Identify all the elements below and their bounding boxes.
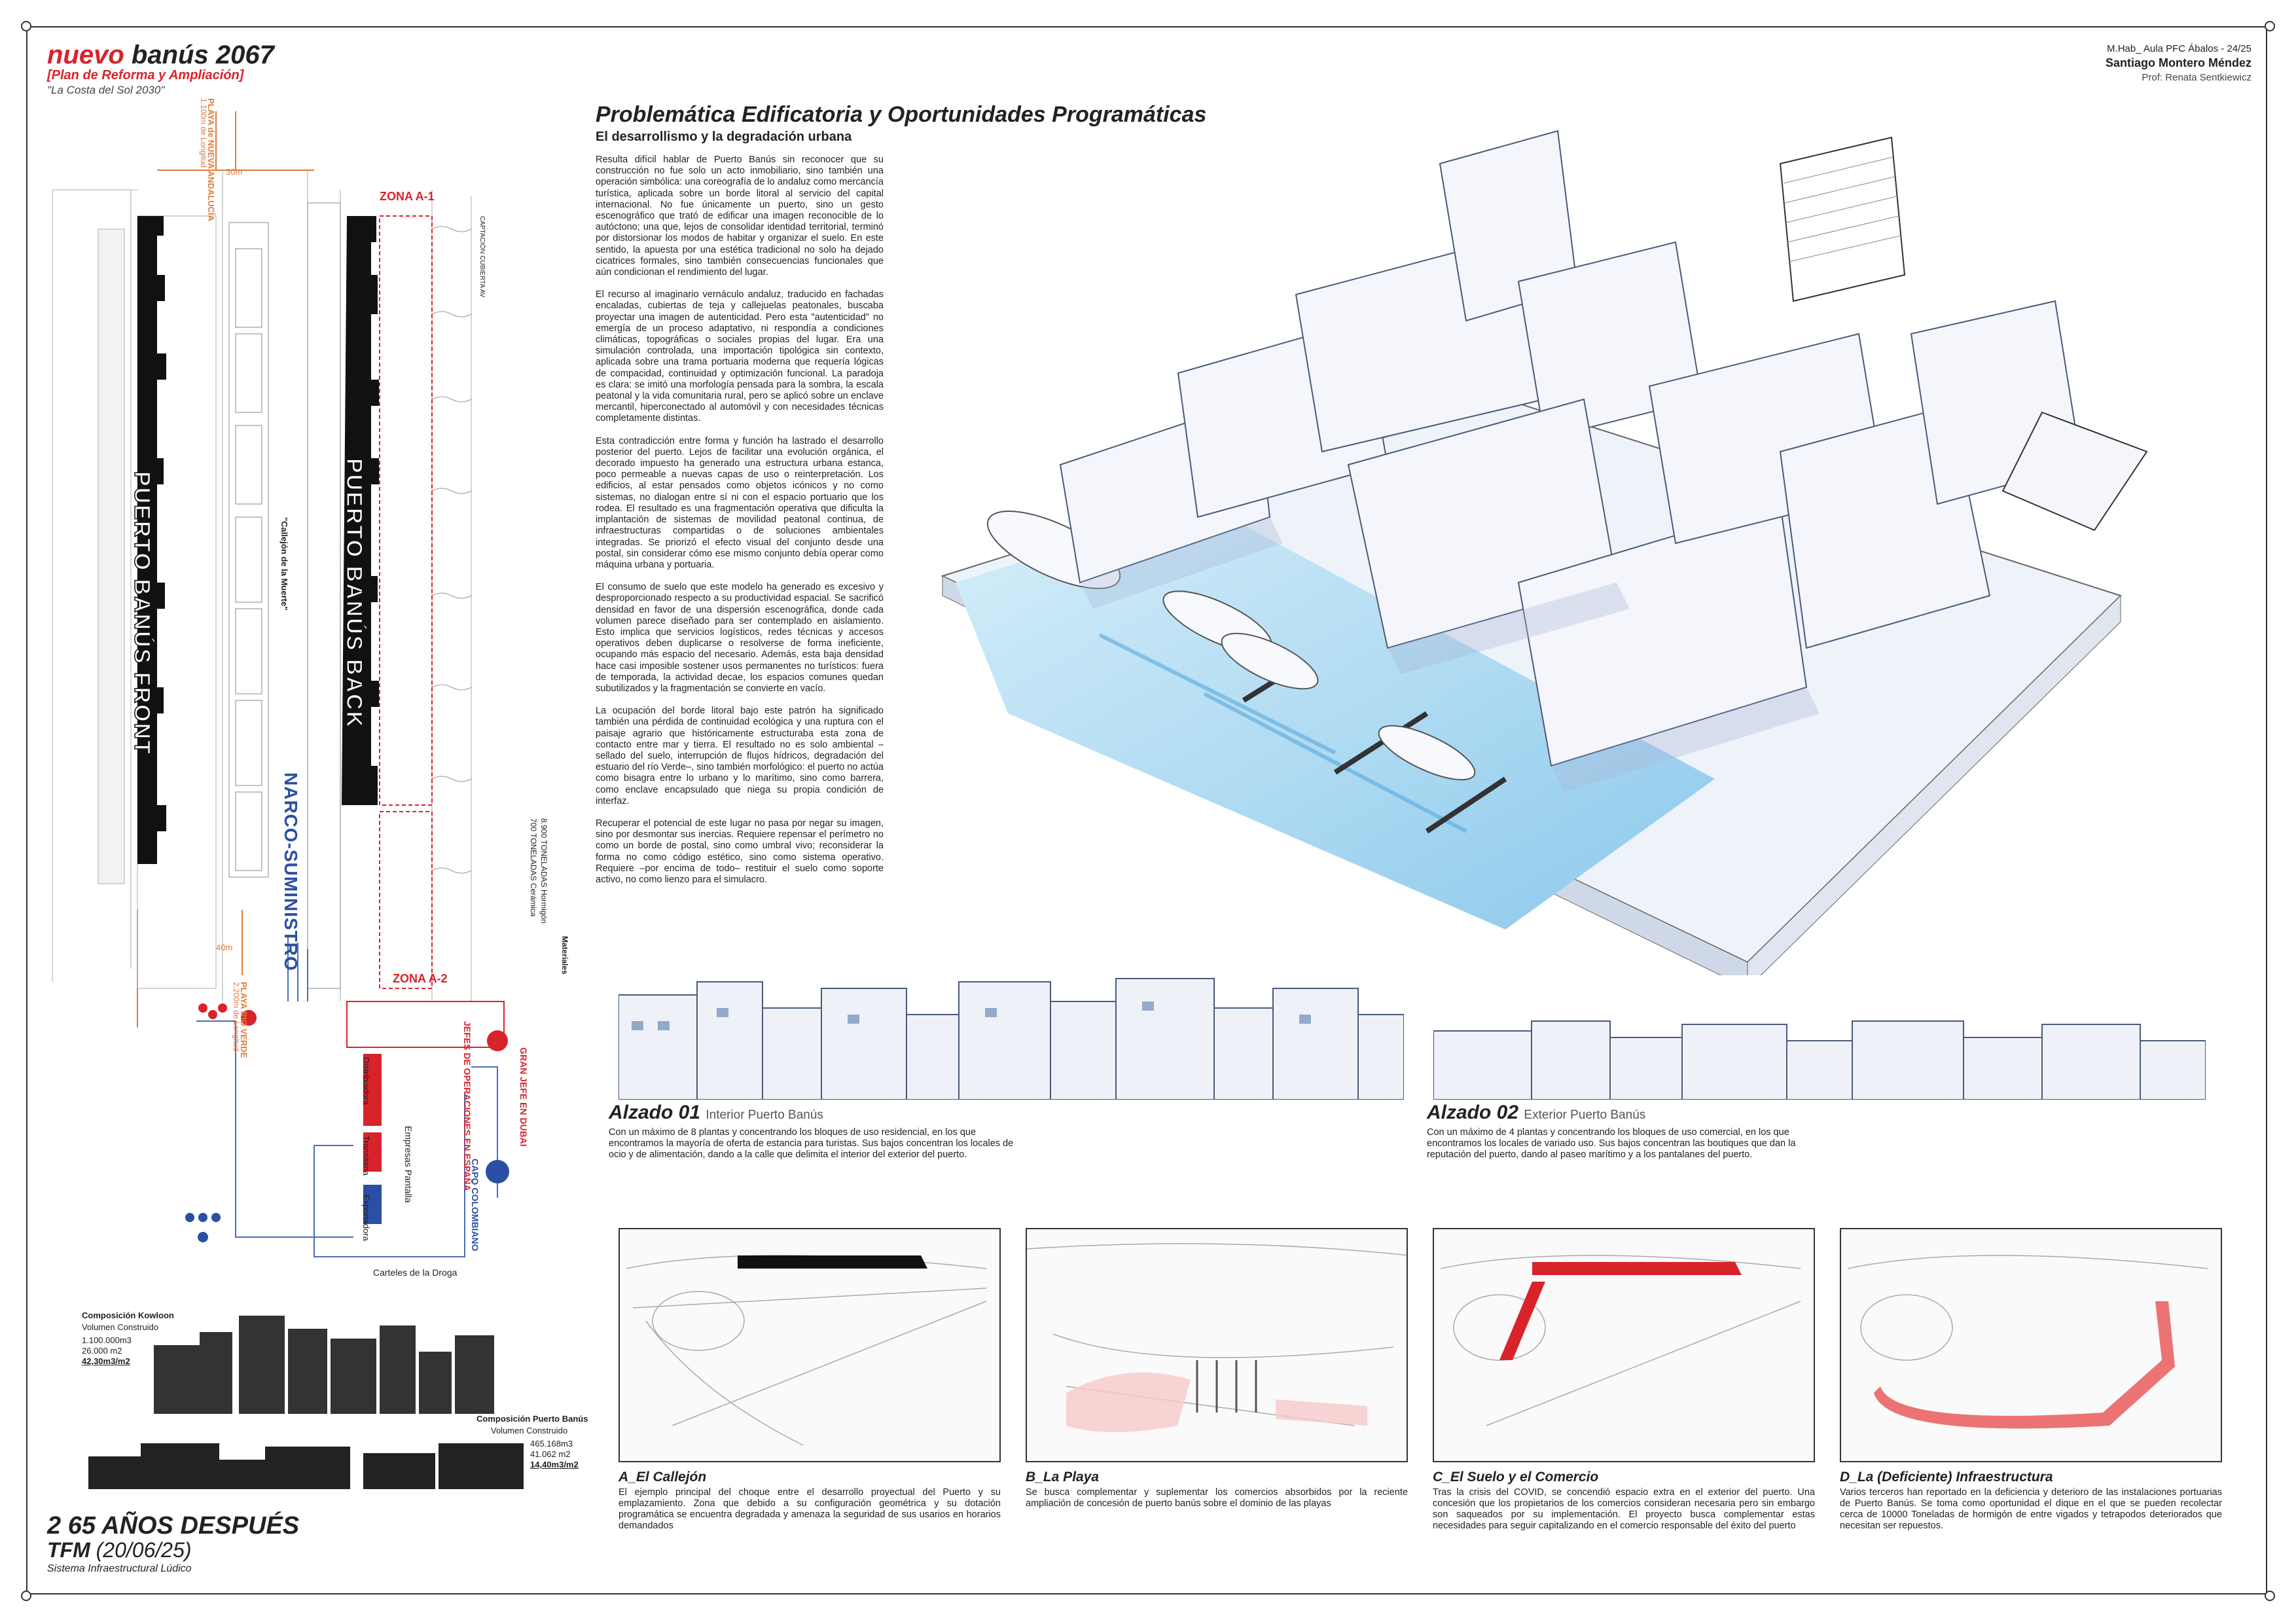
map-b-text: Se busca complementar y suplementar los comercios absorbidos por la reciente ampliación de concesión de puerto banús sobre el dominio de las playas [1026,1487,1408,1509]
puerto-front-label: PUERTO BANÚS FRONT [130,471,154,755]
elevation-02-text: Con un máximo de 4 plantas y concentrando los bloques de uso comercial, en los que encontramos los locales de variado uso. Sus bajos concentran las boutiques que dan la reputación del puerto, dando al paseo marítimo y a los pantalanes del puerto. [1427,1127,1796,1160]
jefes-label: JEFES DE OPERACIONES EN ESPAÑA [462,1021,473,1191]
banus-volume-label: Volumen Construido [491,1426,568,1435]
map-d-title: D_La (Deficiente) Infraestructura [1840,1469,2053,1485]
professor-label: Prof: Renata Sentkiewicz [2142,72,2251,83]
kowloon-v1: 1.100.000m3 [82,1335,132,1345]
title-accent: nuevo [47,41,124,69]
top-distance-label: 30m [226,167,243,177]
elevation-02-title [1427,1102,1645,1124]
tfm-label: TFM [47,1538,90,1562]
capo-label: CAPO COLOMBIANO [470,1159,480,1252]
transitaria-label: Transitaria [361,1136,371,1176]
kowloon-title: Composición Kowloon [82,1310,174,1320]
playa-bottom-label: PLAYA RIO VERDE [239,982,249,1058]
kowloon-silhouette [147,1306,501,1414]
kowloon-v3: 42,30m3/m2 [82,1356,130,1366]
map-c-text: Tras la crisis del COVID, se concendió espacio extra en el exterior del puerto. Una concesión que los propietarios de los comercios consideran necesaria pero sin embargo son saqueados por su implementación. El proyecto busca complementar estas necesidades para seguir capitalizando en el comercio responsable del éxito del puerto [1433,1487,1815,1531]
kowloon-volume-label: Volumen Construido [82,1322,159,1332]
footer-heading [47,1512,299,1540]
elevation-01-title [609,1102,823,1124]
project-subtitle: [Plan de Reforma y Ampliación] [47,68,244,82]
paragraph: Recuperar el potencial de este lugar no pasa por negar su imagen, sino por desmontar sus inercias. Requiere repensar el perímetro no como un borde de postal, sino como umbral vivo; reconsiderar la forma no como código estético, sino como sistema operativo. Requiere –por encima de todo– restituir el suelo como soporte activo, no como lienzo para el simulacro. [596,818,884,885]
playa-top-label: PLAYA de NUEVA ANDALUCÍA [206,98,216,222]
map-d-drawing [1841,1229,2222,1462]
footer-tfm [47,1538,192,1562]
paragraph: Resulta difícil hablar de Puerto Banús sin reconocer que su construcción no fue solo un acto inmobiliario, sino también una operación simbólica: una coreografía de lo andaluz como mercancía turística, aplicada sobre un borde litoral al servicio del capital internacional. No fue únicamente un puerto, sino un gesto escenográfico que trató de edificar una imagen reconocible de lo autóctono; una que, lejos de consolidar identidad territorial, terminó por distorsionar los modos de habitar y organizar el suelo. En este sentido, la apuesta por una estética tradicional no solo ha dejado cicatrices formales, sino también consecuencias funcionales que aún condicionan el rendimiento del lugar. [596,154,884,278]
banus-v2: 41.062 m2 [530,1449,571,1459]
article-body [596,154,884,897]
corner-mark [2265,21,2275,31]
empresas-label: Empresas Pantalla [403,1126,414,1203]
materiales-label: Materiales [560,936,569,975]
tfm-date: (20/06/25) [96,1538,192,1562]
paragraph: El recurso al imaginario vernáculo andaluz, traducido en fachadas encaladas, cubiertas de teja y callejuelas peatonales, buscaba proyectar una imagen de autenticidad. Pero esta "autenticidad" no emergía de un proceso adaptativo, ni respondía a condiciones climáticas, topográficas o sociales propias del lugar. Era una simulación controlada, una importación tipológica sin contexto, aplicada sobre una trama portuaria moderna que requería lógicas de compacidad, continuidad y optimización funcional. La paradoja es clara: se imitó una morfología pensada para la sombra, la escala peatonal y la vida comunitaria rural, pero se aplicó sobre un enclave mercantil, hiperconectado al automóvil y con necesidades técnicas completamente distintas. [596,289,884,424]
map-c-title: C_El Suelo y el Comercio [1433,1469,1599,1485]
elevation-01-subtitle: Interior Puerto Banús [706,1108,823,1122]
map-a-drawing [620,1229,1001,1462]
map-a-title: A_El Callejón [619,1469,707,1485]
sheet-number: 2 [47,1512,62,1540]
elevation-02-drawing [1433,1011,2206,1100]
distribuidora-label: Distribuidora [361,1057,371,1105]
map-c [1433,1228,1815,1462]
elevation-02-subtitle: Exterior Puerto Banús [1524,1108,1646,1122]
course-label: M.Hab_ Aula PFC Ábalos - 24/25 [2107,43,2251,54]
zone-a1-label: ZONA A-1 [380,190,435,203]
paragraph: El consumo de suelo que este modelo ha generado es excesivo y desproporcionado respecto a su productividad espacial. Se sacrificó densidad en favor de una dispersión escenográfica, donde cada volumen parece diseñado para ser contemplado en aislamiento. Esto implica que servicios logísticos, redes técnicas y accesos operativos deben duplicarse o resolverse de forma ineficiente, ocupando más espacio del necesario. Además, esta baja densidad hace casi imposible sostener usos permanentes no turísticos: fuera de temporada, la actividad decae, los espacios comunes quedan subutilizados y la fragmentación se convierte en vacío. [596,582,884,694]
materials2-label: 700 TONELADAS Cerámica [529,818,538,917]
author-label: Santiago Montero Méndez [2105,56,2251,69]
map-c-drawing [1434,1229,1815,1462]
banus-silhouette [88,1437,527,1489]
map-d [1840,1228,2222,1462]
exportadora-label: Exportadora [361,1195,371,1241]
corner-mark [2265,1591,2275,1601]
bottom-distance-label: 40m [216,943,233,952]
axonometric-view [929,124,2173,975]
article-title: Problemática Edificatoria y Oportunidades Programáticas [596,102,1207,127]
project-title [47,41,274,70]
kowloon-v2: 26.000 m2 [82,1346,122,1356]
elevation-02-name: Alzado 02 [1427,1102,1519,1123]
map-b [1026,1228,1408,1462]
map-d-text: Varios terceros han reportado en la deficiencia y deterioro de las instalaciones portuarias de Puerto Banús. Se toma como oportunidad el dique en el que se pueden recolectar cerca de 10000 Toneladas de hormigón de entre vigados y tetrapodos deteriorados que necesitan ser repuestos. [1840,1487,2222,1531]
footer-system: Sistema Infraestructural Lúdico [47,1563,192,1574]
banus-v3: 14,40m3/m2 [530,1460,579,1469]
banus-v1: 465.168m3 [530,1439,573,1449]
materials-label: 8.900 TONELADAS Hormigón [539,818,548,924]
map-b-title: B_La Playa [1026,1469,1100,1485]
elevation-01-drawing [619,969,1404,1100]
paragraph: Esta contradicción entre forma y función ha lastrado el desarrollo posterior del puerto. Lejos de facilitar una evolución orgánica, el decorado impuesto ha generado una estructura urbana estanca, poco permeable a nuevas capas de uso o reinterpretación. Los edificios, al estar pensados como objetos icónicos y no como sistemas, no dialogan entre sí ni con el espacio portuario que los rodea. El resultado es una fragmentación operativa que dificulta la implantación de sistemas de movilidad peatonal continua, de infraestructuras compartidas o de soluciones ambientales integradas. Se priorizó el efecto visual del conjunto desde una postal, sin considerar cómo ese mismo conjunto debía operar como máquina urbana y portuaria. [596,435,884,570]
captacion-label: CAPTACIÓN CUBIERTA AV [478,216,486,298]
puerto-back-label: PUERTO BANÚS BACK [342,458,367,729]
elevation-01-name: Alzado 01 [609,1102,701,1123]
carteles-label: Carteles de la Droga [373,1267,457,1278]
corner-mark [21,1591,31,1601]
footer-years: 65 AÑOS DESPUÉS [67,1512,300,1540]
playa-bottom-sub: 2.200m de Longitud [232,982,241,1052]
gran-jefe-label: GRAN JEFE EN DUBAI [518,1047,529,1147]
article-subtitle: El desarrollismo y la degradación urbana [596,130,852,144]
title-rest: banús 2067 [131,41,274,69]
project-tagline: "La Costa del Sol 2030" [47,84,165,96]
callejon-label: "Callejón de la Muerte" [279,517,289,611]
map-a [619,1228,1001,1462]
map-b-drawing [1027,1229,1408,1462]
corner-mark [21,21,31,31]
banus-comp-title: Composición Puerto Banús [476,1414,588,1424]
paragraph: La ocupación del borde litoral bajo este patrón ha significado también una pérdida de continuidad ecológica y una ruptura con el paisaje agrario que históricamente estructuraba esta zona de contacto entre mar y tierra. El resultado no es solo ambiental –sellado del suelo, interrupción de flujos hídricos, degradación del estuario del río Verde–, sino también morfológico: el puerto no actúa como bisagra entre lo urbano y lo marítimo, sino como barrera, como enclave encapsulado que niega su propia condición de interfaz. [596,706,884,806]
narco-label: NARCO-SUMINISTRO [281,772,301,971]
plan-diagram [39,98,589,1289]
playa-top-sub: 1.100m de Longitud [199,98,208,168]
zone-a2-label: ZONA A-2 [393,972,448,985]
elevation-01-text: Con un máximo de 8 plantas y concentrando los bloques de uso residencial, en los que encontramos la mayoría de oferta de estancia para turistas. Sus bajos concentran los locales de ocio y de alimentación, dando a la calle que delimita el interior del exterior del puerto. [609,1127,1014,1160]
map-a-text: El ejemplo principal del choque entre el desarrollo proyectual del Puerto y su emplazamiento. Zona que debido a su configuración geométrica y su dotación programática se encuentra degradada y amenaza la seguridad de sus usarios en horarios demandados [619,1487,1001,1531]
